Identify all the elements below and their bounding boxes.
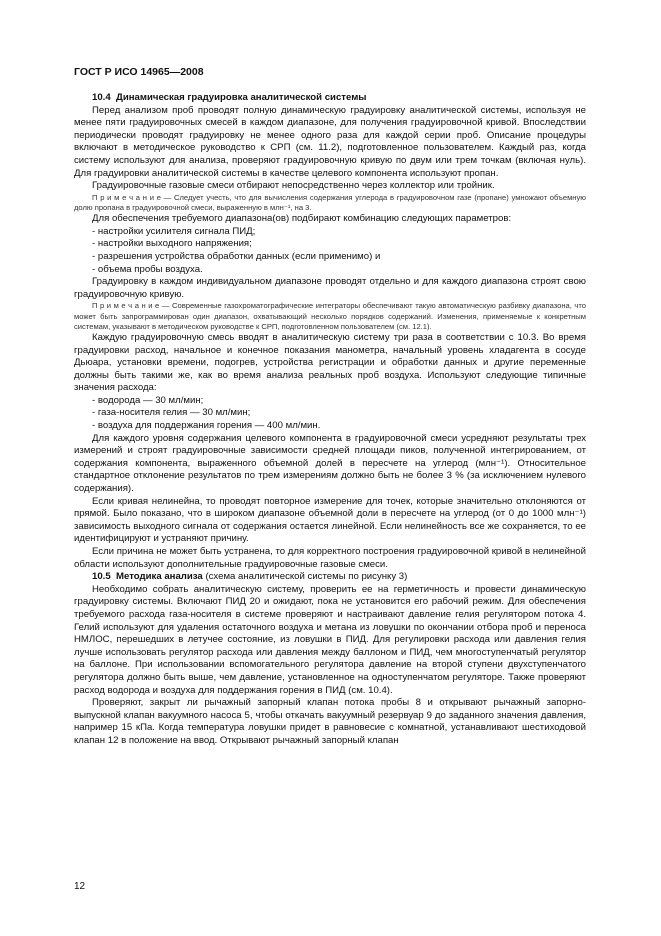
- section-subtitle: (схема аналитической системы по рисунку 3): [205, 571, 408, 583]
- list-item: - газа-носителя гелия — 30 мл/мин;: [92, 407, 251, 419]
- section-title: Динамическая градуировка аналитической системы: [116, 92, 367, 103]
- paragraph: Каждую градуировочную смесь вводят в аналитическую систему три раза в соответствии с 10.3. Во время градуировки расход, начальное и конечное показания манометра, начальный уровень хладагента в сосуде Дьюара, установки времени, подогрев, устройства регистрации и обработки данных и другие переменные должны быть такими же, как во время анализа реальных проб воздуха. Используют следующие типичные значения расхода:: [74, 331, 586, 394]
- paragraph: Перед анализом проб проводят полную динамическую градуировку аналитической системы, используя не менее пяти градуировочных смесей в каждом диапазоне, для получения градуировочной кривой. Впоследствии периодически проводят градуировку не менее одного раза для каждой серии проб. Описание процедуры включают в методическое руководство к СРП (см. 11.2), подготовленное пользователем. Каждый раз, когда систему используют для анализа, проверяют градуировочную кривую по двум или трем точкам (включая нуль). Для градуировки аналитической системы в качестве целевого компонента используют пропан.: [74, 104, 586, 179]
- section-10-5-heading: [74, 571, 586, 584]
- paragraph: Градуировочные газовые смеси отбирают непосредственно через коллектор или тройник.: [92, 180, 495, 192]
- list-item: - водорода — 30 мл/мин;: [92, 394, 204, 406]
- list-item: - воздуха для поддержания горения — 400 мл/мин.: [92, 420, 321, 432]
- paragraph: Проверяют, закрыт ли рычажный запорный клапан потока пробы 8 и открывают рычажный запорно-выпускной клапан вакуумного насоса 5, чтобы откачать вакуумный резервуар 9 до заданного значения давления, например 15 кПа. Когда температура ловушки придет в равновесие с комнатной, устанавливают шестиходовой клапан 12 в положение на ввод. Открывают рычажный запорный клапан: [74, 697, 586, 746]
- list-item: - настройки выходного напряжения;: [92, 238, 252, 250]
- list-item: - объема пробы воздуха.: [92, 263, 203, 275]
- list-item: - настройки усилителя сигнала ПИД;: [92, 225, 256, 237]
- paragraph: Если кривая нелинейна, то проводят повторное измерение для точек, которые значительно отклоняются от прямой. Было показано, что в широком диапазоне объемной доли в пересчете на углерод (от 0 до 1000 млн⁻¹) зависимость выходного сигнала от содержания остается линейной. Если нелинейность все же сохраняется, то ее идентифицируют и устраняют причину.: [74, 495, 586, 545]
- section-number: 10.4: [92, 92, 111, 103]
- paragraph: Градуировку в каждом индивидуальном диапазоне проводят отдельно и для каждого диапазона строят свою градуировочную кривую.: [74, 276, 586, 300]
- document-body: [74, 92, 586, 748]
- note: П р и м е ч а н и е — Следует учесть, что для вычисления содержания углерода в градуировочном газе (пропане) умножают объемную долю пропана в градуировочной смеси, выраженную в млн⁻¹, на 3.: [74, 192, 586, 212]
- section-10-4-heading: [74, 92, 586, 105]
- page-number: 12: [74, 881, 86, 892]
- paragraph: Для обеспечения требуемого диапазона(ов) подбирают комбинацию следующих параметров:: [92, 213, 512, 225]
- section-title: Методика анализа: [116, 571, 203, 583]
- paragraph: Необходимо собрать аналитическую систему, проверить ее на герметичность и провести динамическую градуировку системы. Включают ПИД 20 и ожидают, пока не установится его рабочий режим. Для обеспечения требуемого расхода газа-носителя в системе проверяют и настраивают давление гелия регулятором потока 4. Гелий используют для удаления остаточного воздуха и метана из ловушки по окончании отбора проб и переноса НМЛОС, перешедших в летучее состояние, из ловушки в ПИД. Для регулировки расхода или давления гелия лучше использовать регулятор расхода или давления между баллоном и ПИД, чем многоступенчатый регулятор на баллоне. При использовании вспомогательного регулятора давление на второй ступени двухступенчатого регулятора должно быть выше, чем давление, установленное на одноступенчатом регуляторе. Также проверяют расход водорода и воздуха для поддержания горения в ПИД (см. 10.4).: [74, 583, 586, 696]
- paragraph: Если причина не может быть устранена, то для корректного построения градуировочной кривой в нелинейной области используют дополнительные градуировочные газовые смеси.: [74, 546, 586, 570]
- list-item: - разрешения устройства обработки данных (если применимо) и: [92, 250, 381, 262]
- section-number: 10.5: [92, 571, 111, 583]
- document-header: ГОСТ Р ИСО 14965—2008: [74, 66, 204, 78]
- paragraph: Для каждого уровня содержания целевого компонента в градуировочной смеси усредняют результаты трех измерений и строят градуировочные зависимости средней площади пиков, полученной интегрированием, от содержания компонента, выраженного объемной долей в пересчете на углерод (млн⁻¹). Относительное стандартное отклонение результатов по трем измерениям должно быть не более 3 % (за исключением нулевого содержания).: [74, 432, 586, 495]
- note: П р и м е ч а н и е — Современные газохроматографические интеграторы обеспечивают такую автоматическую разбивку диапазона, что может быть запрограммирован один диапазон, охватывающий несколько порядков содержаний. Изменения, применяемые к конкретным системам, указывают в методическом руководстве к СРП, подготовленном пользователем (см. 12.1).: [74, 301, 586, 331]
